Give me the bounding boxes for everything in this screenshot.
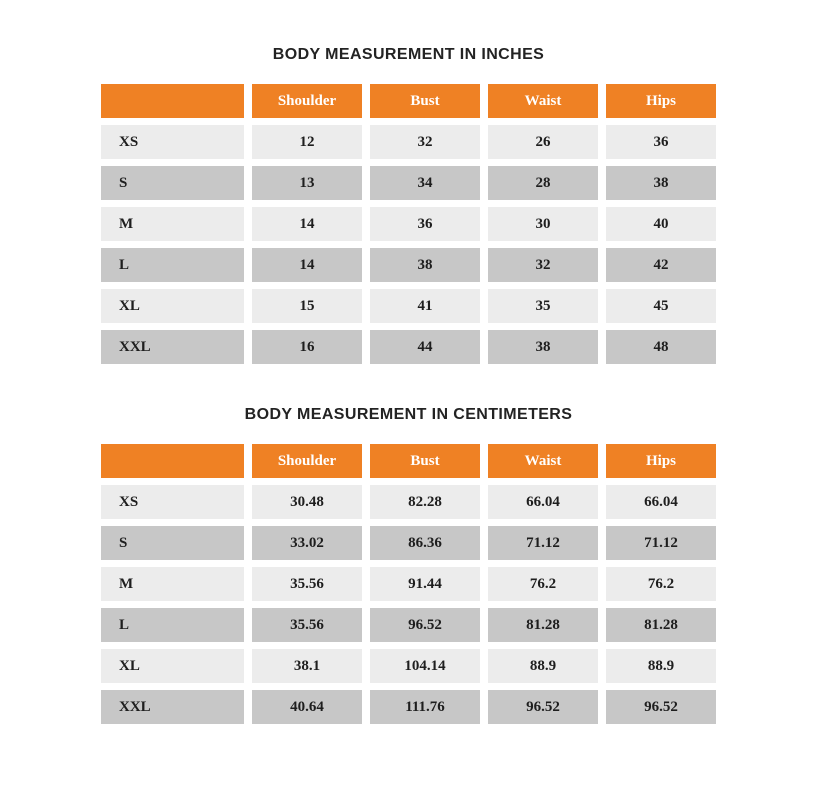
table-cell: 35.56: [252, 608, 362, 642]
table-cell: 96.52: [488, 690, 598, 724]
column-header-blank: [101, 444, 244, 478]
table-cell: 13: [252, 166, 362, 200]
table-cell: 33.02: [252, 526, 362, 560]
column-header-bust: Bust: [370, 84, 480, 118]
table-cell: 38: [488, 330, 598, 364]
table-cell: 66.04: [488, 485, 598, 519]
row-label-xl: XL: [101, 649, 244, 683]
table-cell: 32: [370, 125, 480, 159]
table-cell: 35.56: [252, 567, 362, 601]
table-cell: 88.9: [606, 649, 716, 683]
row-label-l: L: [101, 608, 244, 642]
table-cell: 15: [252, 289, 362, 323]
row-label-l: L: [101, 248, 244, 282]
table-cell: 36: [370, 207, 480, 241]
table-cell: 35: [488, 289, 598, 323]
row-label-s: S: [101, 526, 244, 560]
table-cell: 45: [606, 289, 716, 323]
centimeters-table-section: [101, 406, 716, 724]
table-cell: 48: [606, 330, 716, 364]
table-cell: 14: [252, 248, 362, 282]
table-cell: 38: [370, 248, 480, 282]
column-header-blank: [101, 84, 244, 118]
table-cell: 42: [606, 248, 716, 282]
row-label-m: M: [101, 567, 244, 601]
row-label-s: S: [101, 166, 244, 200]
column-header-shoulder: Shoulder: [252, 444, 362, 478]
row-label-xxl: XXL: [101, 690, 244, 724]
column-header-bust: Bust: [370, 444, 480, 478]
table-cell: 16: [252, 330, 362, 364]
inches-table: [101, 84, 716, 364]
row-label-m: M: [101, 207, 244, 241]
row-label-xs: XS: [101, 125, 244, 159]
table-title-centimeters: BODY MEASUREMENT IN CENTIMETERS: [244, 406, 573, 423]
table-cell: 30: [488, 207, 598, 241]
table-cell: 40.64: [252, 690, 362, 724]
row-label-xl: XL: [101, 289, 244, 323]
column-header-waist: Waist: [488, 84, 598, 118]
table-cell: 111.76: [370, 690, 480, 724]
table-cell: 32: [488, 248, 598, 282]
row-label-xxl: XXL: [101, 330, 244, 364]
table-cell: 81.28: [488, 608, 598, 642]
table-cell: 36: [606, 125, 716, 159]
inches-table-section: [101, 46, 716, 364]
column-header-waist: Waist: [488, 444, 598, 478]
table-cell: 76.2: [606, 567, 716, 601]
column-header-hips: Hips: [606, 444, 716, 478]
table-cell: 12: [252, 125, 362, 159]
table-cell: 41: [370, 289, 480, 323]
centimeters-table: [101, 444, 716, 724]
table-cell: 66.04: [606, 485, 716, 519]
table-cell: 14: [252, 207, 362, 241]
table-cell: 44: [370, 330, 480, 364]
table-cell: 26: [488, 125, 598, 159]
table-cell: 38.1: [252, 649, 362, 683]
table-cell: 104.14: [370, 649, 480, 683]
table-title-inches: BODY MEASUREMENT IN INCHES: [272, 46, 545, 63]
table-cell: 96.52: [606, 690, 716, 724]
table-cell: 34: [370, 166, 480, 200]
column-header-shoulder: Shoulder: [252, 84, 362, 118]
table-cell: 88.9: [488, 649, 598, 683]
table-cell: 40: [606, 207, 716, 241]
table-cell: 96.52: [370, 608, 480, 642]
row-label-xs: XS: [101, 485, 244, 519]
table-cell: 86.36: [370, 526, 480, 560]
table-cell: 30.48: [252, 485, 362, 519]
table-cell: 76.2: [488, 567, 598, 601]
table-cell: 81.28: [606, 608, 716, 642]
table-cell: 38: [606, 166, 716, 200]
table-cell: 71.12: [606, 526, 716, 560]
table-cell: 71.12: [488, 526, 598, 560]
column-header-hips: Hips: [606, 84, 716, 118]
table-cell: 28: [488, 166, 598, 200]
table-cell: 91.44: [370, 567, 480, 601]
table-cell: 82.28: [370, 485, 480, 519]
